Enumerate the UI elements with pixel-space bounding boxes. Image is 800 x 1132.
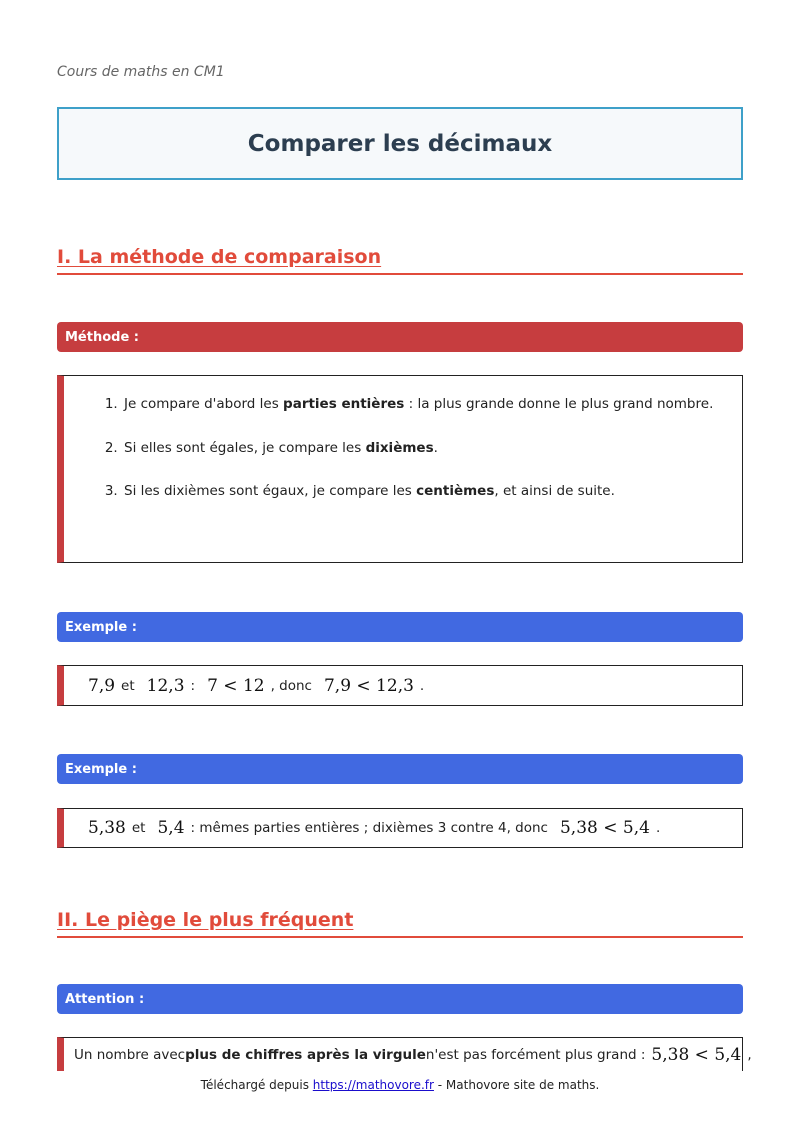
page-title: Comparer les décimaux bbox=[247, 130, 553, 157]
footer: Téléchargé depuis https://mathovore.fr - Mathovore site de maths. bbox=[200, 1078, 600, 1092]
math-warning: 5,38 < 5,4 bbox=[651, 1044, 742, 1065]
math-result: 7,9 < 12,3 bbox=[323, 675, 414, 696]
text-et: et bbox=[131, 820, 146, 836]
text-end: . bbox=[655, 820, 661, 836]
example-2-content bbox=[64, 809, 742, 847]
text-end: . bbox=[419, 677, 425, 694]
method-step: 3. Si les dixièmes sont égaux, je compare les centièmes, et ainsi de suite. bbox=[122, 483, 742, 501]
example-bar-2: Exemple : bbox=[57, 754, 743, 784]
method-bar: Méthode : bbox=[57, 322, 743, 352]
footer-link[interactable]: https://mathovore.fr bbox=[312, 1078, 434, 1092]
warning-box bbox=[57, 1037, 752, 1071]
title-box bbox=[57, 107, 743, 180]
course-label: Cours de maths en CM1 bbox=[57, 64, 225, 80]
math-result: 5,38 < 5,4 bbox=[559, 818, 650, 838]
text-explanation: : mêmes parties entières ; dixièmes 3 contre 4, donc bbox=[190, 820, 548, 836]
example-1-content bbox=[64, 666, 742, 705]
method-step: 1. Je compare d'abord les parties entières : la plus grande donne le plus grand nombre. bbox=[122, 396, 742, 414]
attention-bar: Attention : bbox=[57, 984, 743, 1014]
section-heading-1 bbox=[57, 246, 743, 275]
section-heading-2-text: II. Le piège le plus fréquent bbox=[57, 909, 354, 931]
example-bar-1: Exemple : bbox=[57, 612, 743, 642]
warning-content: Un nombre avec plus de chiffres après la virgule n'est pas forcément plus grand : 5,38 < 5,4 , bbox=[74, 1044, 752, 1065]
example-box-1 bbox=[57, 665, 743, 706]
math-a: 7,9 bbox=[88, 675, 116, 696]
math-a: 5,38 bbox=[88, 818, 126, 838]
math-b: 5,4 bbox=[157, 818, 185, 838]
example-box-2 bbox=[57, 808, 743, 848]
section-heading-2 bbox=[57, 909, 743, 938]
text-colon: : bbox=[190, 677, 196, 694]
math-b: 12,3 bbox=[146, 675, 185, 696]
method-box bbox=[57, 375, 743, 563]
text-et: et bbox=[121, 677, 135, 694]
math-cmp-int: 7 < 12 bbox=[207, 675, 265, 696]
method-step: 2. Si elles sont égales, je compare les dixièmes. bbox=[122, 440, 742, 458]
section-heading-1-text: I. La méthode de comparaison bbox=[57, 246, 382, 268]
text-donc: , donc bbox=[270, 677, 312, 694]
method-steps bbox=[64, 376, 742, 501]
